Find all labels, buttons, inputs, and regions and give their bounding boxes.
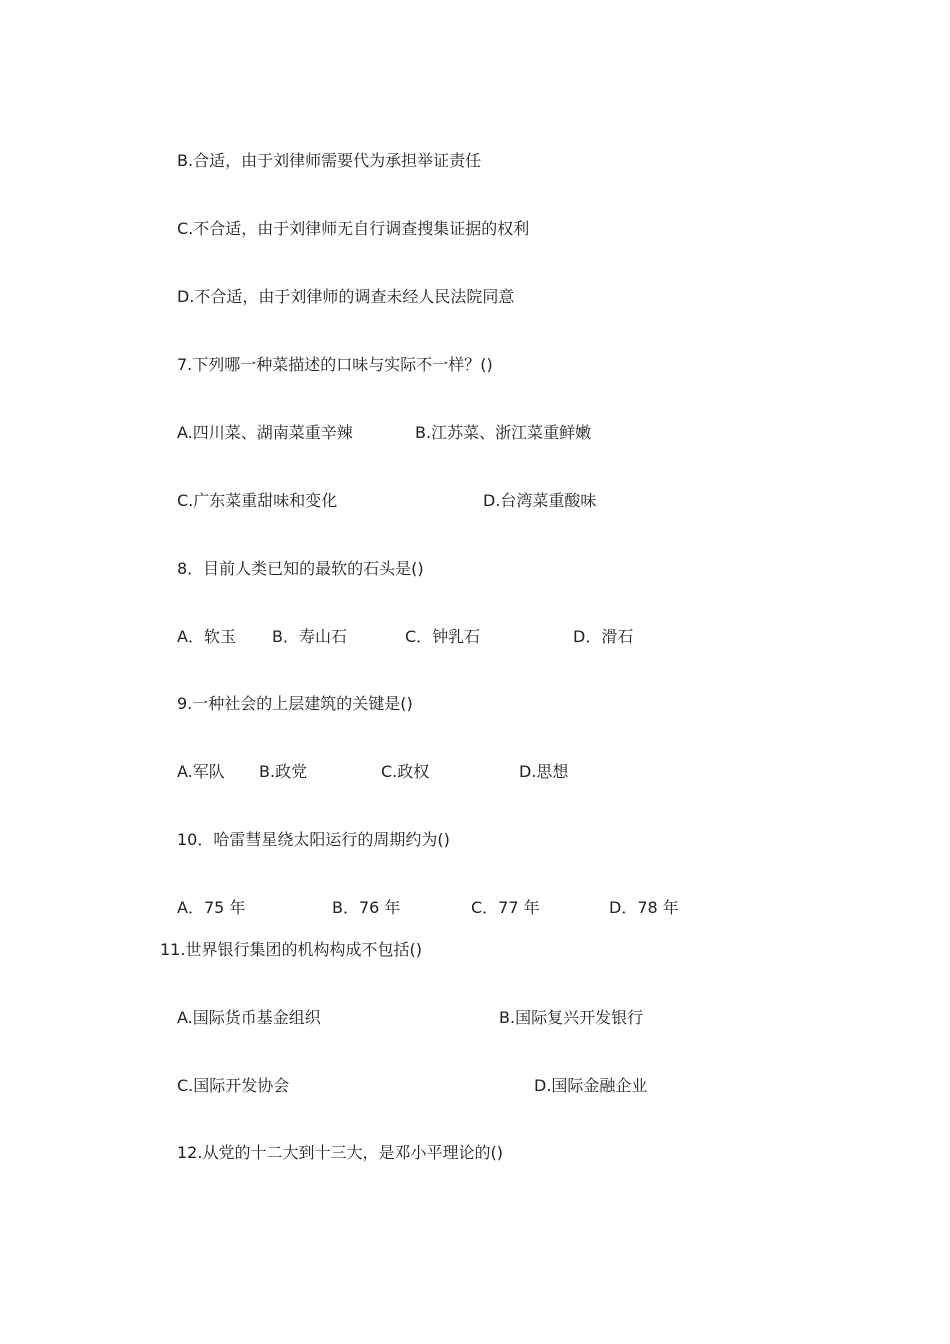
option-c-text: C.广东菜重甜味和变化 bbox=[177, 491, 338, 510]
option-c-text: C.不合适，由于刘律师无自行调查搜集证据的权利 bbox=[177, 219, 530, 238]
question-text: 10．哈雷彗星绕太阳运行的周期约为() bbox=[177, 830, 450, 849]
option-d-text: D．78 年 bbox=[609, 898, 679, 917]
option-c-text: C．钟乳石 bbox=[405, 627, 481, 646]
option-d-text: D.不合适，由于刘律师的调查未经人民法院同意 bbox=[177, 287, 515, 306]
option-d-text: D．滑石 bbox=[573, 627, 634, 646]
option-c-text: C.政权 bbox=[381, 762, 430, 781]
option-a-text: A.四川菜、湖南菜重辛辣 bbox=[177, 423, 353, 442]
option-c-text: C．77 年 bbox=[471, 898, 540, 917]
option-a-text: A．软玉 bbox=[177, 627, 236, 646]
question-text: 7.下列哪一种菜描述的口味与实际不一样？() bbox=[177, 355, 493, 374]
option-b-text: B.国际复兴开发银行 bbox=[499, 1008, 644, 1027]
question-text: 11.世界银行集团的机构构成不包括() bbox=[160, 940, 422, 959]
option-b-text: B.合适，由于刘律师需要代为承担举证责任 bbox=[177, 151, 482, 170]
question-text: 9.一种社会的上层建筑的关键是() bbox=[177, 694, 413, 713]
option-b-text: B．76 年 bbox=[332, 898, 401, 917]
option-c-text: C.国际开发协会 bbox=[177, 1076, 290, 1095]
option-d-text: D.台湾菜重酸味 bbox=[483, 491, 597, 510]
option-d-text: D.国际金融企业 bbox=[534, 1076, 648, 1095]
option-b-text: B.江苏菜、浙江菜重鲜嫩 bbox=[415, 423, 592, 442]
option-d-text: D.思想 bbox=[519, 762, 569, 781]
option-b-text: B．寿山石 bbox=[272, 627, 347, 646]
option-a-text: A.军队 bbox=[177, 762, 225, 781]
question-text: 8．目前人类已知的最软的石头是() bbox=[177, 559, 424, 578]
question-text: 12.从党的十二大到十三大，是邓小平理论的() bbox=[177, 1143, 503, 1162]
option-a-text: A.国际货币基金组织 bbox=[177, 1008, 321, 1027]
option-a-text: A．75 年 bbox=[177, 898, 246, 917]
option-b-text: B.政党 bbox=[259, 762, 308, 781]
